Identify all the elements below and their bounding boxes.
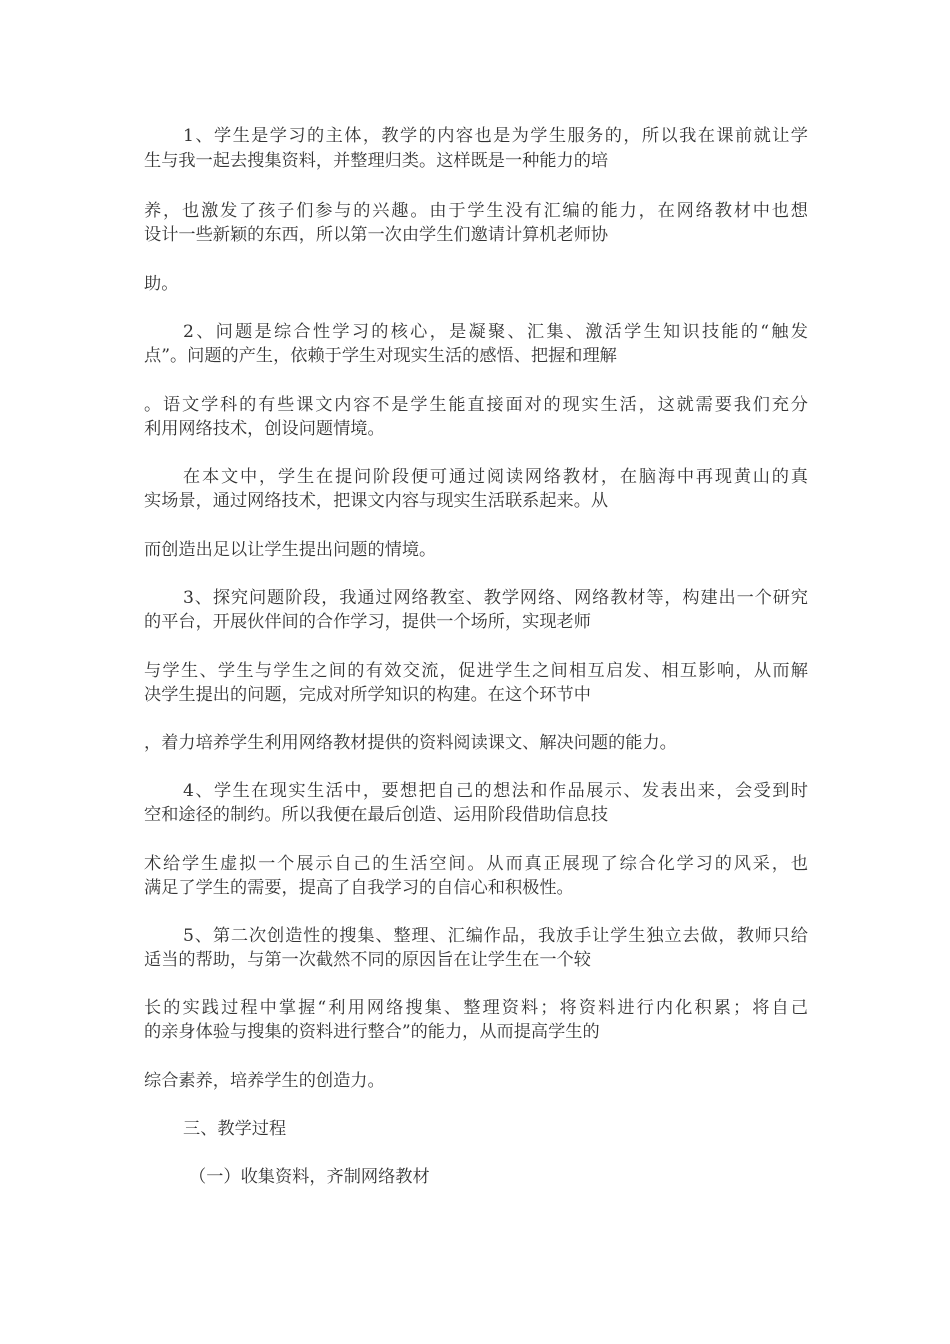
text-line: 的亲身体验与搜集的资料进行整合”的能力，从而提高学生的 <box>144 1022 600 1042</box>
subsection-heading: （一）收集资料，齐制网络教材 <box>189 1167 430 1187</box>
text-line: 术给学生虚拟一个展示自己的生活空间。从而真正展现了综合化学习的风采，也 <box>144 854 808 874</box>
text-line: 空和途径的制约。所以我便在最后创造、运用阶段借助信息技 <box>144 805 609 825</box>
text-line: 生与我一起去搜集资料，并整理归类。这样既是一种能力的培 <box>144 151 609 171</box>
text-line: ，着力培养学生利用网络教材提供的资料阅读课文、解决问题的能力。 <box>144 733 677 753</box>
text-line: 综合素养，培养学生的创造力。 <box>144 1071 385 1091</box>
text-line: 1、学生是学习的主体，教学的内容也是为学生服务的，所以我在课前就让学 <box>183 126 808 146</box>
text-line: 助。 <box>144 274 179 294</box>
text-line: 4、学生在现实生活中，要想把自己的想法和作品展示、发表出来，会受到时 <box>183 781 808 801</box>
text-line: 5、第二次创造性的搜集、整理、汇编作品，我放手让学生独立去做，教师只给 <box>183 926 808 946</box>
text-line: 实场景，通过网络技术，把课文内容与现实生活联系起来。从 <box>144 491 609 511</box>
text-line: 点”。问题的产生，依赖于学生对现实生活的感悟、把握和理解 <box>144 346 617 366</box>
text-line: 长的实践过程中掌握“利用网络搜集、整理资料；将资料进行内化积累；将自己 <box>144 998 808 1018</box>
text-line: 而创造出足以让学生提出问题的情境。 <box>144 540 437 560</box>
text-line: 与学生、学生与学生之间的有效交流，促进学生之间相互启发、相互影响，从而解 <box>144 661 808 681</box>
text-line: 的平台，开展伙伴间的合作学习，提供一个场所，实现老师 <box>144 612 591 632</box>
text-line: 设计一些新颖的东西，所以第一次由学生们邀请计算机老师协 <box>144 225 609 245</box>
text-line: 决学生提出的问题，完成对所学知识的构建。在这个环节中 <box>144 685 591 705</box>
text-line: 适当的帮助，与第一次截然不同的原因旨在让学生在一个较 <box>144 950 591 970</box>
text-line: 养，也激发了孩子们参与的兴趣。由于学生没有汇编的能力，在网络教材中也想 <box>144 201 808 221</box>
text-line: 2、问题是综合性学习的核心，是凝聚、汇集、激活学生知识技能的“触发 <box>183 322 808 342</box>
text-line: 。语文学科的有些课文内容不是学生能直接面对的现实生活，这就需要我们充分 <box>144 395 808 415</box>
section-heading: 三、教学过程 <box>183 1119 287 1139</box>
text-line: 3、探究问题阶段，我通过网络教室、教学网络、网络教材等，构建出一个研究 <box>183 588 808 608</box>
text-line: 利用网络技术，创设问题情境。 <box>144 419 385 439</box>
text-line: 满足了学生的需要，提高了自我学习的自信心和积极性。 <box>144 878 574 898</box>
text-line: 在本文中，学生在提问阶段便可通过阅读网络教材，在脑海中再现黄山的真 <box>183 467 808 487</box>
